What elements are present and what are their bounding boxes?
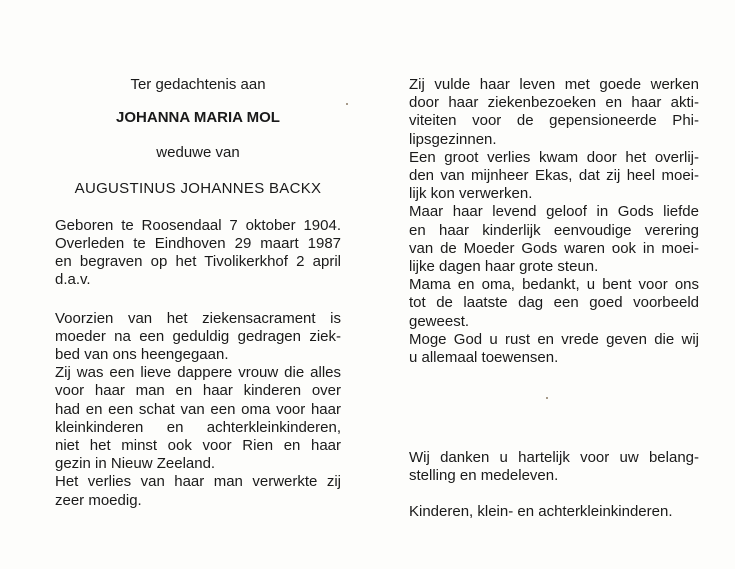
text-line: Moge God u rust en vrede geven die wij (409, 330, 699, 348)
text-line: had en een schat van een oma voor haar (55, 400, 341, 418)
text-line: en haar kinderlijk eenvoudige verering (409, 221, 699, 239)
text-line: door haar ziekenbezoeken en haar akti- (409, 94, 699, 112)
text-line: d.a.v. (55, 271, 91, 289)
text-line: stelling en medeleven. (409, 467, 559, 485)
text-line: u allemaal toewensen. (409, 349, 559, 367)
text-line: Een groot verlies kwam door het overlij- (409, 148, 699, 166)
loss-paragraph (55, 473, 341, 509)
paper-speck (346, 103, 348, 105)
text-line: lipsgezinnen. (409, 130, 497, 148)
blessing-paragraph (409, 331, 699, 367)
deceased-name: JOHANNA MARIA MOL (116, 109, 280, 127)
sacrament-paragraph (55, 310, 341, 365)
text-line: Het verlies van haar man verwerkte zij (55, 473, 341, 491)
left-column (55, 76, 341, 510)
family-signature: Kinderen, klein- en achterkleinkinderen. (409, 502, 673, 520)
text-line: van de Moeder Gods waren ook in moei- (409, 239, 699, 257)
husband-name: AUGUSTINUS JOHANNES BACKX (74, 179, 322, 197)
character-paragraph (55, 364, 341, 473)
text-line: Mama en oma, bedankt, u bent voor ons (409, 276, 699, 294)
text-line: geweest. (409, 312, 470, 330)
text-line: den van mijnheer Ekas, dat zij heel moei- (409, 167, 699, 185)
text-line: Overleden te Eindhoven 29 maart 1987 (55, 235, 341, 253)
text-line: moeder na een geduldig gedragen ziek- (55, 327, 341, 345)
text-line: zeer moedig. (55, 491, 142, 509)
right-column (409, 76, 699, 521)
intro-text: Ter gedachtenis aan (130, 76, 266, 93)
text-line: tot de laatste dag een goed voorbeeld (409, 294, 699, 312)
thanks-paragraph (409, 449, 699, 485)
text-line: kleinkinderen en achterkleinkinderen, (55, 418, 341, 436)
widow-of-text: weduwe van (156, 144, 240, 162)
text-line: Voorzien van het ziekensacrament is (55, 309, 341, 327)
great-loss-paragraph (409, 149, 699, 204)
text-line: bed van ons heengegaan. (55, 346, 229, 364)
text-line: voor haar man en haar kinderen over (55, 382, 341, 400)
text-line: viteiten voor de gepensioneerde Phi- (409, 112, 699, 130)
text-line: niet het minst ook voor Rien en haar (55, 437, 341, 455)
text-line: lijk kon verwerken. (409, 185, 533, 203)
text-line: Zij was een lieve dappere vrouw die alles (55, 364, 341, 382)
text-line: lijke dagen haar grote steun. (409, 258, 599, 276)
birth-death-paragraph (55, 217, 341, 290)
good-works-paragraph (409, 76, 699, 149)
text-line: Zij vulde haar leven met goede werken (409, 76, 699, 93)
text-line: en begraven op het Tivolikerkhof 2 april (55, 253, 341, 271)
text-line: Wij danken u hartelijk voor uw belang- (409, 449, 699, 467)
text-line: Maar haar levend geloof in Gods liefde (409, 203, 699, 221)
text-line: Geboren te Roosendaal 7 oktober 1904. (55, 216, 341, 234)
gratitude-paragraph (409, 276, 699, 331)
faith-paragraph (409, 203, 699, 276)
text-line: gezin in Nieuw Zeeland. (55, 455, 216, 473)
